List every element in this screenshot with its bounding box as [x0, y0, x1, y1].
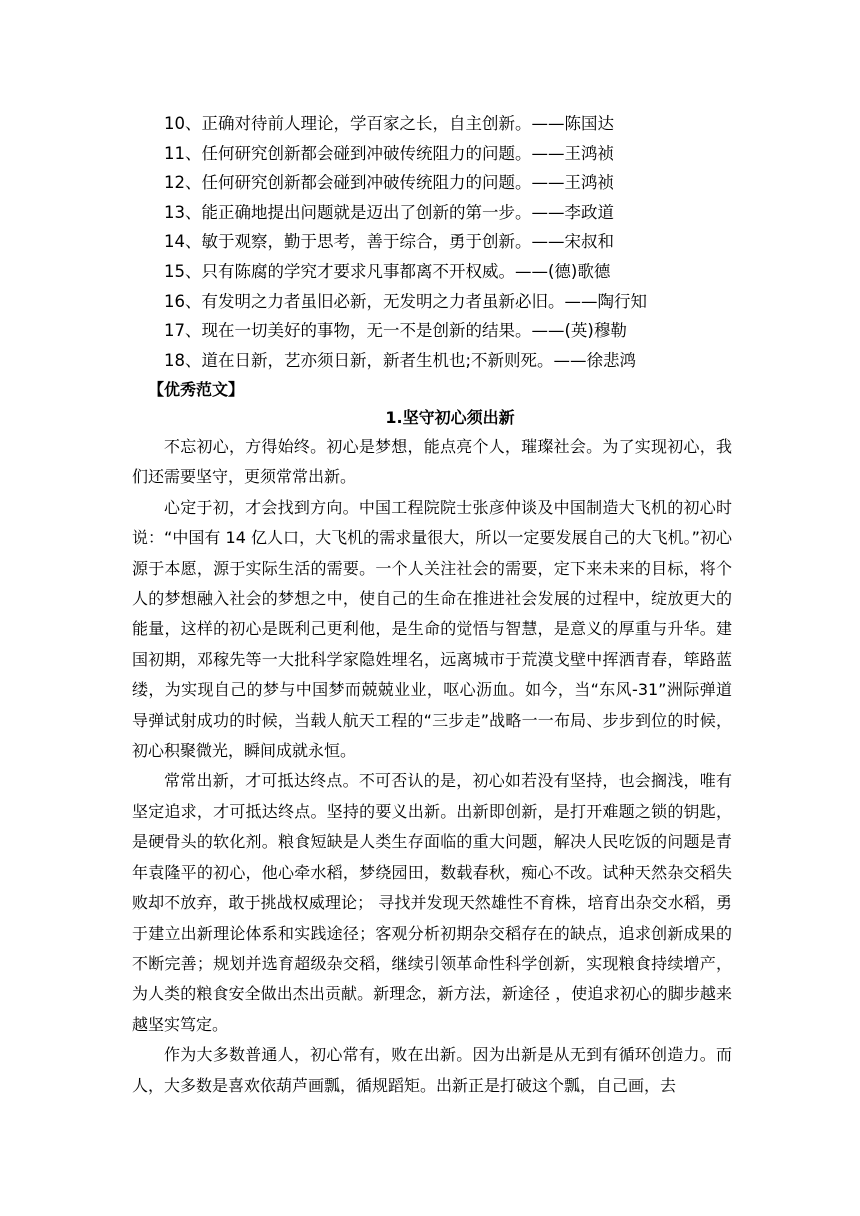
quote-item: 10、正确对待前人理论，学百家之长，自主创新。——陈国达	[164, 114, 614, 133]
quote-list	[164, 109, 764, 375]
essay-paragraph: 心定于初，才会找到方向。中国工程院院士张彦仲谈及中国制造大飞机的初心时说：“中国有 14 亿人口，大飞机的需求量很大，所以一定要发展自己的大飞机。”初心源于本愿，源于实际生活的需要。一个人关注社会的需要，定下来未来的目标，将个人的梦想融入社会的梦想之中，使自己的生命在推进社会发展的过程中，绽放更大的能量，这样的初心是既利己更利他，是生命的觉悟与智慧，是意义的厚重与升华。建国初期，邓稼先等一大批科学家隐姓埋名，远离城市于荒漠戈壁中挥洒青春，筚路蓝缕，为实现自己的梦与中国梦而兢兢业业，呕心沥血。如今，当“东风-31”洲际弹道导弹试射成功的时候，当载人航天工程的“三步走”战略一一布局、步步到位的时候，初心积聚微光，瞬间成就永恒。	[132, 497, 732, 761]
essay-paragraph: 作为大多数普通人，初心常有，败在出新。因为出新是从无到有循环创造力。而人，大多数是喜欢依葫芦画瓢，循规蹈矩。出新正是打破这个瓢，自己画，去	[132, 1045, 732, 1095]
quote-item: 18、道在日新，艺亦须日新，新者生机也;不新则死。——徐悲鸿	[164, 350, 637, 370]
essay-paragraph: 不忘初心，方得始终。初心是梦想，能点亮个人，璀璨社会。为了实现初心，我们还需要坚守，更须常常出新。	[132, 437, 732, 487]
quote-item: 16、有发明之力者虽旧必新，无发明之力者虽新必旧。——陶行知	[164, 291, 647, 311]
quote-item: 11、任何研究创新都会碰到冲破传统阻力的问题。——王鸿祯	[164, 143, 614, 163]
section-heading: 【优秀范文】	[148, 380, 245, 399]
quote-item: 14、敏于观察，勤于思考，善于综合，勇于创新。——宋叔和	[164, 232, 614, 252]
essay-body	[132, 432, 732, 1101]
essay-paragraph: 常常出新，才可抵达终点。不可否认的是，初心如若没有坚持，也会搁浅，唯有坚定追求，才可抵达终点。坚持的要义出新。出新即创新，是打开难题之锁的钥匙，是硬骨头的软化剂。粮食短缺是人类生存面临的重大问题，解决人民吃饭的问题是青年袁隆平的初心，他心牵水稻，梦绕园田，数载春秋，痴心不改。试种天然杂交稻失败却不放弃，敢于挑战权威理论； 寻找并发现天然雄性不育株，培育出杂交水稻，勇于建立出新理论体系和实践途径；客观分析初期杂交稻存在的缺点，追求创新成果的不断完善；规划并选育超级杂交稻，继续引领革命性科学创新，实现粮食持续增产，为人类的粮食安全做出杰出贡献。新理念，新方法，新途径 ，使追求初心的脚步越来越坚实笃定。	[132, 771, 732, 1034]
quote-item: 15、只有陈腐的学究才要求凡事都离不开权威。——(德)歌德	[164, 261, 611, 281]
essay-title: 1.坚守初心须出新	[385, 408, 515, 427]
quote-item: 13、能正确地提出问题就是迈出了创新的第一步。——李政道	[164, 202, 614, 222]
quote-item: 17、现在一切美好的事物，无一不是创新的结果。——(英)穆勒	[164, 321, 627, 341]
quote-item: 12、任何研究创新都会碰到冲破传统阻力的问题。——王鸿祯	[164, 173, 614, 193]
